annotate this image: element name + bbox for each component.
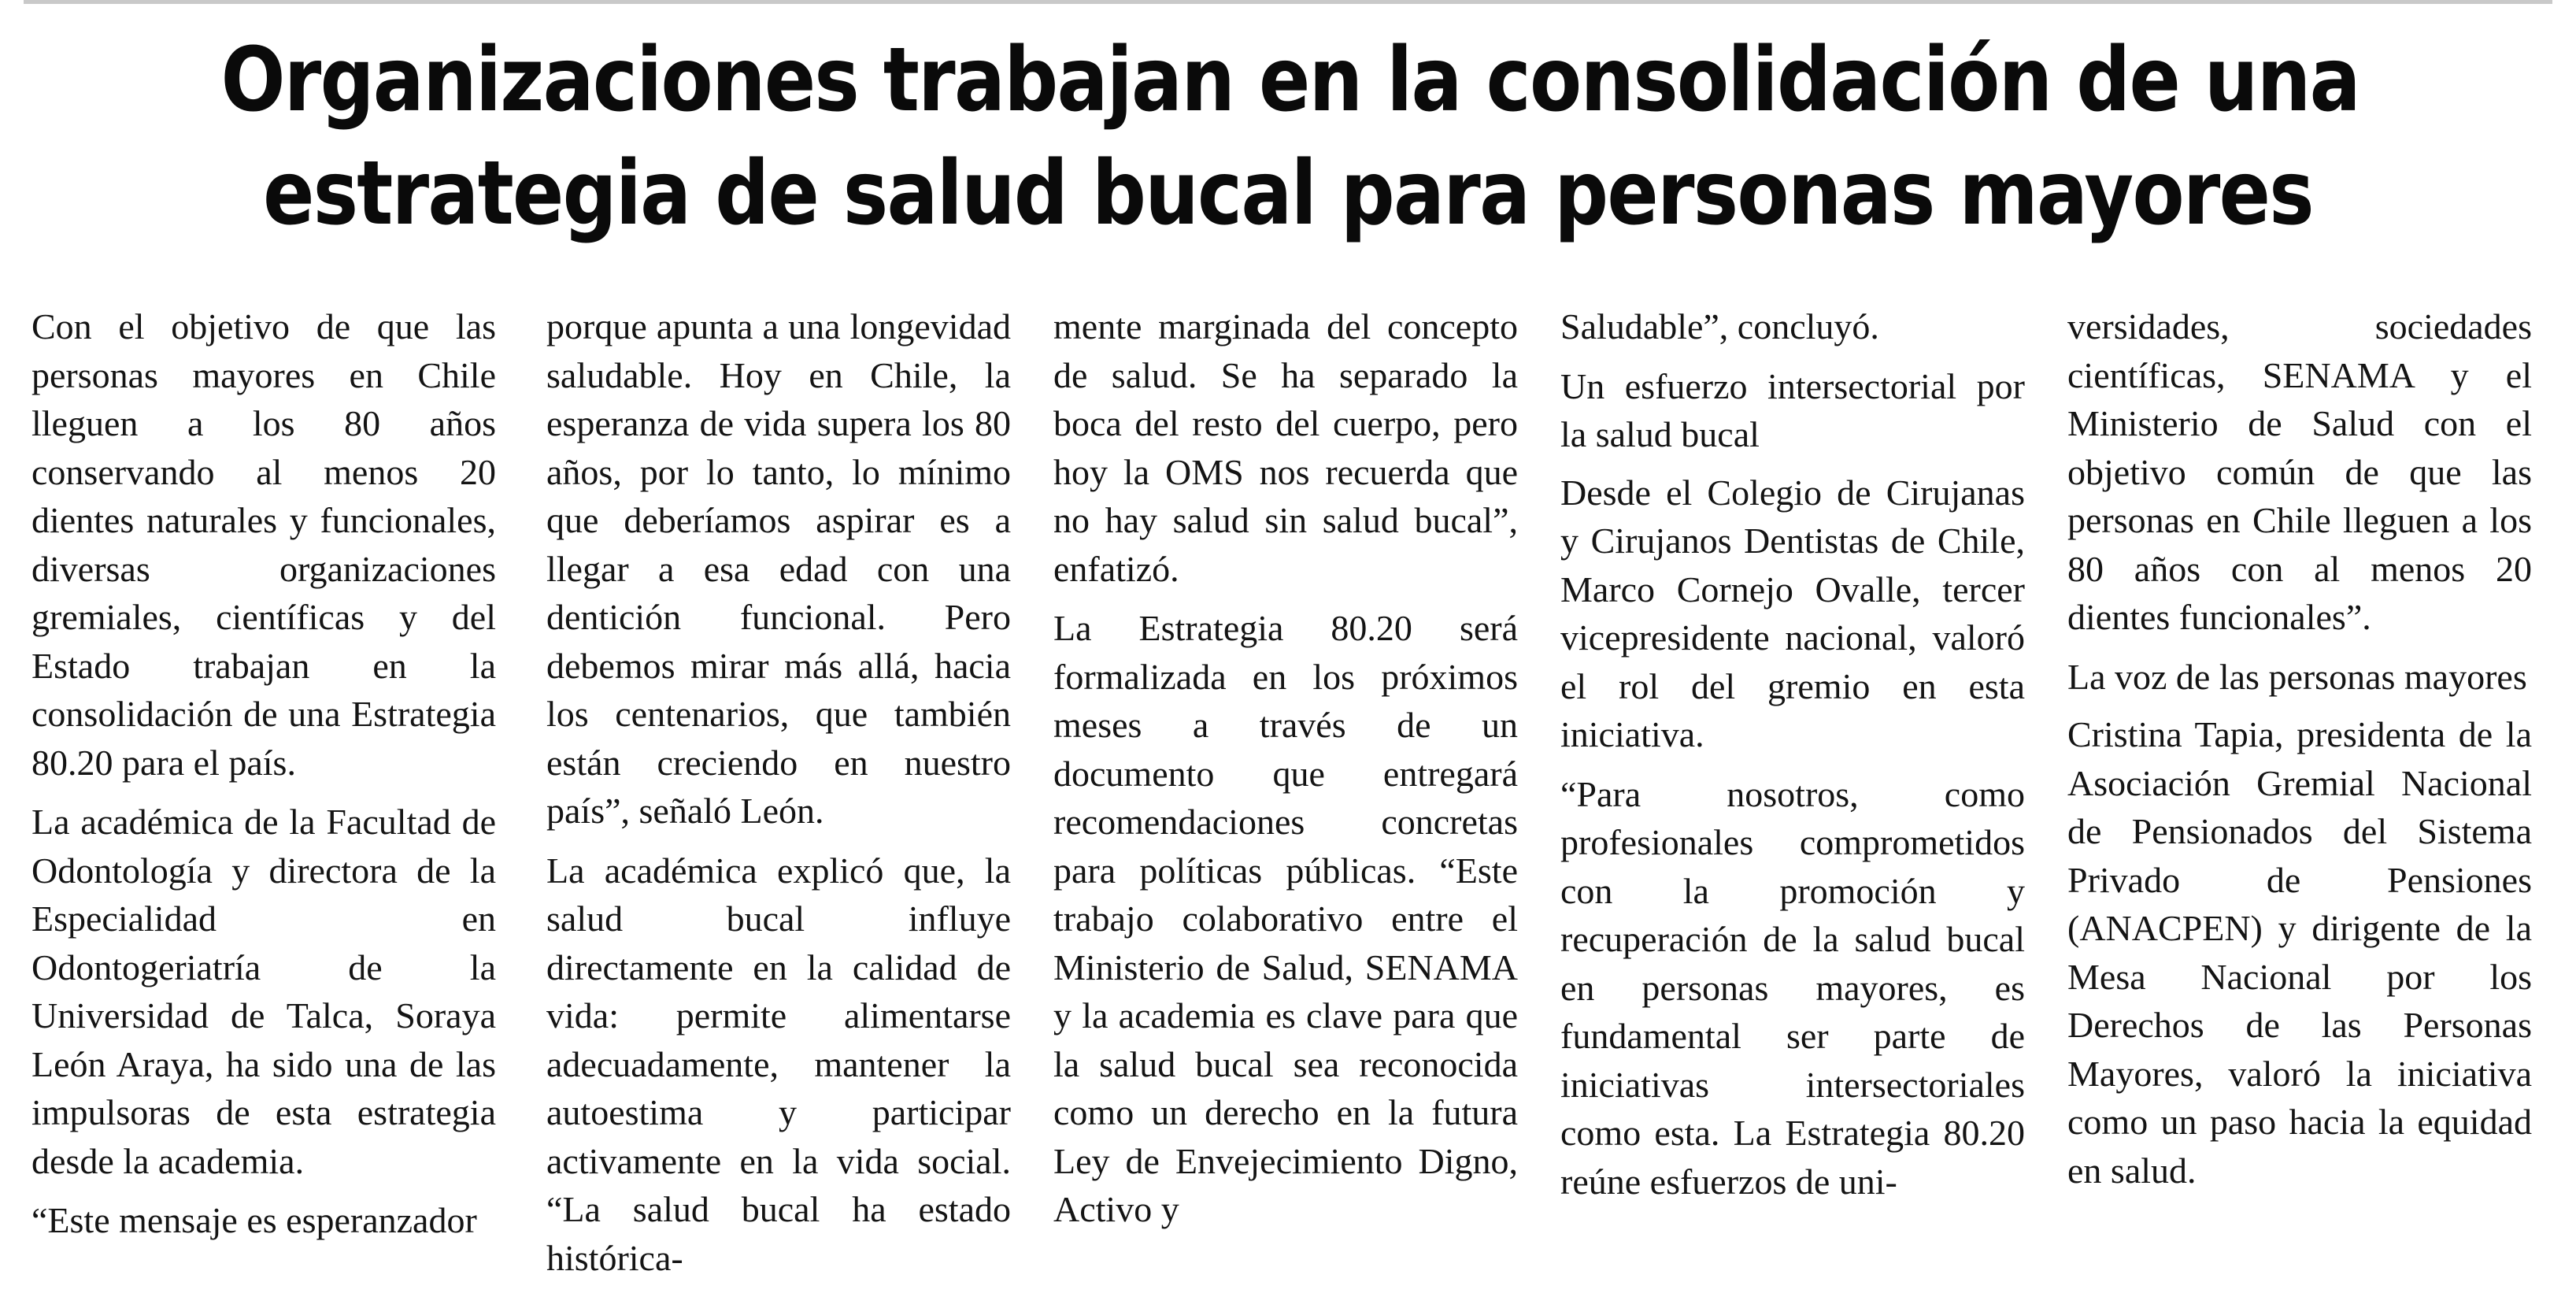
top-rule bbox=[24, 0, 2552, 4]
subheading: La voz de las personas mayores bbox=[2067, 656, 2527, 697]
article-body bbox=[31, 302, 2551, 1278]
paragraph: “Para nosotros, como profesionales comprometidos con la promoción y recuperación de la salud bucal en personas mayores, es fundamental ser parte de iniciativas intersectoriales como esta. La Estrategia 80.20 reúne esfuerzos de uni- bbox=[1560, 773, 2025, 1202]
headline-line-2: estrategia de salud bucal para personas mayores bbox=[263, 143, 2313, 245]
paragraph: La académica explicó que, la salud bucal influye directamente en la calidad de vida: permite alimentarse adecuadamente, mantener la autoestima y participar activamente en la vida social. “La salud bucal ha estado histórica- bbox=[546, 850, 1011, 1278]
headline-line-1: Organizaciones trabajan en la consolidación de una bbox=[220, 29, 2359, 132]
subheading: Un esfuerzo intersectorial por la salud bucal bbox=[1560, 365, 2025, 454]
paragraph: La Estrategia 80.20 será formalizada en los próximos meses a través de un documento que entregará recomendaciones concretas para políticas públicas. “Este trabajo colaborativo entre el Ministerio de Salud, SENAMA y la academia es clave para que la salud bucal sea reconocida como un derecho en la futura Ley de Envejecimiento Digno, Activo y bbox=[1053, 608, 1518, 1229]
paragraph: versidades, sociedades científicas, SENAMA y el Ministerio de Salud con el objetivo común de que las personas en Chile lleguen a los 80 años con al menos 20 dientes funcionales”. bbox=[2067, 306, 2532, 637]
paragraph: mente marginada del concepto de salud. Se ha separado la boca del resto del cuerpo, pero hoy la OMS nos recuerda que no hay salud sin salud bucal”, enfatizó. bbox=[1053, 306, 1518, 589]
paragraph: La académica de la Facultad de Odontología y directora de la Especialidad en Odontogeriatría de la Universidad de Talca, Soraya León Araya, ha sido una de las impulsoras de esta estrategia desde la academia. bbox=[31, 802, 496, 1181]
paragraph: Desde el Colegio de Cirujanas y Cirujanos Dentistas de Chile, Marco Cornejo Ovalle, tercer vicepresidente nacional, valoró el rol del gremio en esta iniciativa. bbox=[1560, 472, 2025, 754]
column-1 bbox=[31, 302, 496, 1256]
paragraph: Saludable”, concluyó. bbox=[1560, 306, 1879, 346]
paragraph: Con el objetivo de que las personas mayores en Chile lleguen a los 80 años conservando al menos 20 dientes naturales y funcionales, diversas organizaciones gremiales, científicas y del Estado trabajan en la consolidación de una Estrategia 80.20 para el país. bbox=[31, 306, 496, 783]
paragraph: porque apunta a una longevidad saludable. Hoy en Chile, la esperanza de vida supera los 80 años, por lo tanto, lo mínimo que deberíamos aspirar es a llegar a esa edad con una dentición funcional. Pero debemos mirar más allá, hacia los centenarios, que también están creciendo en nuestro país”, señaló León. bbox=[546, 306, 1011, 831]
paragraph: “Este mensaje es esperanzador bbox=[31, 1200, 477, 1240]
paragraph: Cristina Tapia, presidenta de la Asociación Gremial Nacional de Pensionados del Sistema Privado de Pensiones (ANACPEN) y dirigente de la Mesa Nacional por los Derechos de las Personas Mayores, valoró la iniciativa como un paso hacia la equidad en salud. bbox=[2067, 714, 2532, 1191]
headline bbox=[220, 24, 2359, 250]
column-5 bbox=[2067, 302, 2532, 1206]
column-4 bbox=[1560, 302, 2025, 1217]
column-3 bbox=[1053, 302, 1518, 1245]
column-2 bbox=[546, 302, 1011, 1293]
